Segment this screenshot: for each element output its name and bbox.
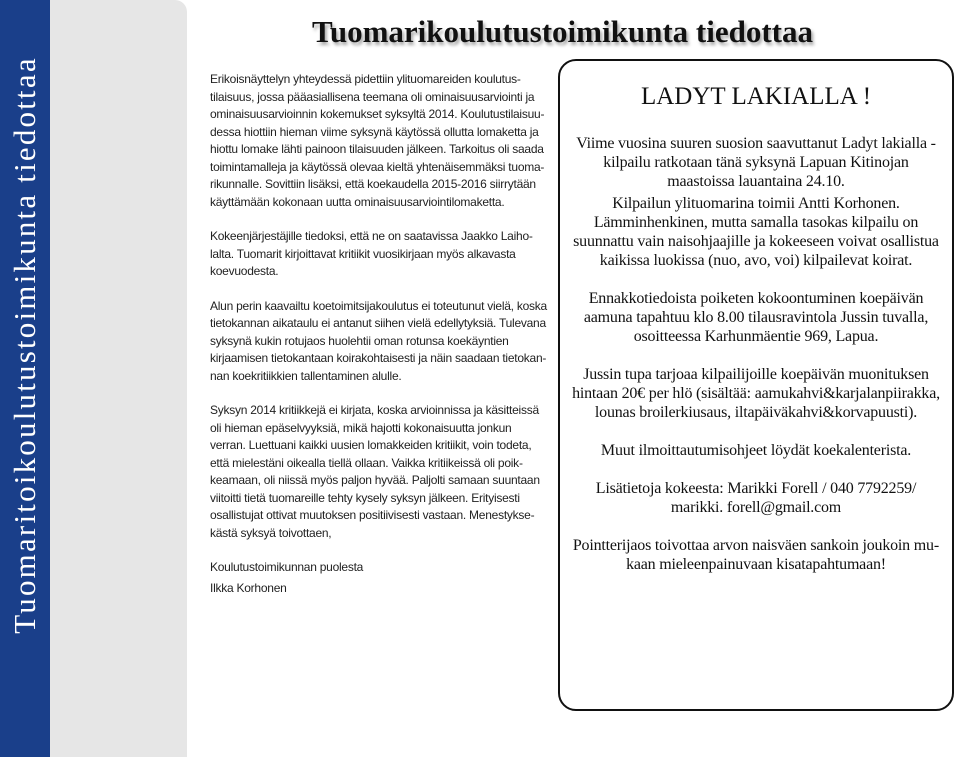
announcement-paragraph-1a: Viime vuosina suuren suosion saavuttanut Ladyt lakialla - kilpailu ratkotaan tänä syksynä Lapuan Kitinojan maastoissa lauantaina 24.10. [576,135,936,190]
vertical-section-title: Tuomaritoikoulutustoimikunta tiedottaa [7,56,42,634]
side-band [0,0,50,757]
announcement-paragraph-2: Ennakkotiedoista poiketen kokoontuminen koepäivän aamuna tapahtuu klo 8.00 tilausravintola Jussin tuvalla, osoitteessa Karhunmäentie 969, Lapua. [583,290,929,345]
article-paragraph-4: Syksyn 2014 kritiikkejä ei kirjata, koska arvioinnissa ja käsitteissä oli hieman epäselvyyksiä, mikä hajotti kokonaisuutta jonkun verran. Luettuani kaikki uusien lomakkeiden kritiikit, voin todeta, että mielestäni oikealla tiellä ollaan. Vaikka kritiikeissä oli poikkeamaan, oli niissä myös paljon hyvää. Paljolti samaan suuntaan viitoitti tietä tuomareille tehty kysely syksyn jälkeen. Erityisesti osallistujat ottivat muutoksen positiivisesti vastaan. Menestyksekästä syksyä toivottaen, [210,403,540,540]
page-title: Tuomarikoulutustoimikunta tiedottaa [312,14,813,49]
announcement-paragraph-3: Jussin tupa tarjoaa kilpailijoille koepäivän muonituksen hintaan 20€ per hlö (sisältää: aamukahvi&karjalanpiirakka, lounas broilerkiusaus, iltapäiväkahvi&korvapuusti). [572,366,940,421]
signature-line-2: Ilkka Korhonen [210,580,287,595]
gray-margin-panel [50,0,187,757]
article-paragraph-2: Kokeenjärjestäjille tiedoksi, että ne on saatavissa Jaakko Laiholalta. Tuomarit kirjoittavat kritiikit vuosikirjaan myös alkavasta koevuodesta. [210,229,533,278]
announcement-paragraph-1b: Kilpailun ylituomarina toimii Antti Korhonen. Lämminhenkinen, mutta samalla tasokas kilpailu on suunnattu vain naisohjaajille ja kokeeseen voivat osallistua kaikissa luokissa (nuo, avo, voi) kilpailevat koirat. [573,195,939,269]
article-paragraph-3: Alun perin kaavailtu koetoimitsijakoulutus ei toteutunut vielä, koska tietokannan aikataulu ei antanut siihen vielä edellytyksiä. Tulevana syksynä kukin rotujaos huolehtii oman rotunsa koekäyntien kirjaamisen tietokantaan koirakohtaisesti ja näin saadaan tietokannan koekritiikkien tallentaminen alulle. [210,298,547,383]
announcement-box [558,59,954,711]
announcement-paragraph-4: Muut ilmoittautumisohjeet löydät koekalenterista. [600,442,912,459]
announcement-paragraph-6: Pointterijaos toivottaa arvon naisväen sankoin joukoin mukaan mieleenpainuvaan kisatapahtumaan! [572,537,940,573]
signature-line-1: Koulutustoimikunnan puolesta [210,560,364,574]
announcement-title: LADYT LAKIALLA ! [640,83,872,110]
article-body [210,71,548,600]
announcement-paragraph-5: Lisätietoja kokeesta: Marikki Forell / 040 7792259/ marikki. forell@gmail.com [595,480,917,516]
article-paragraph-1: Erikoisnäyttelyn yhteydessä pidettiin ylituomareiden koulutustilaisuus, jossa pääasiallisena teemana oli ominaisuusarviointi ja ominaisuusarvioinnin kokemukset syksyltä 2014. Koulutustilaisuudessa hiottiin hieman viime syksynä käytössä ollutta lomaketta ja hiottu lomake lähti painoon tilaisuuden jälkeen. Tarkoitus oli saada toimintamalleja ja käytössä olevaa kieltä yhtenäisemmäksi tuomarikunnalle. Sovittiin lisäksi, että koekaudella 2015-2016 siirrytään käyttämään kokonaan uutta ominaisuusarviointilomaketta. [210,72,545,209]
